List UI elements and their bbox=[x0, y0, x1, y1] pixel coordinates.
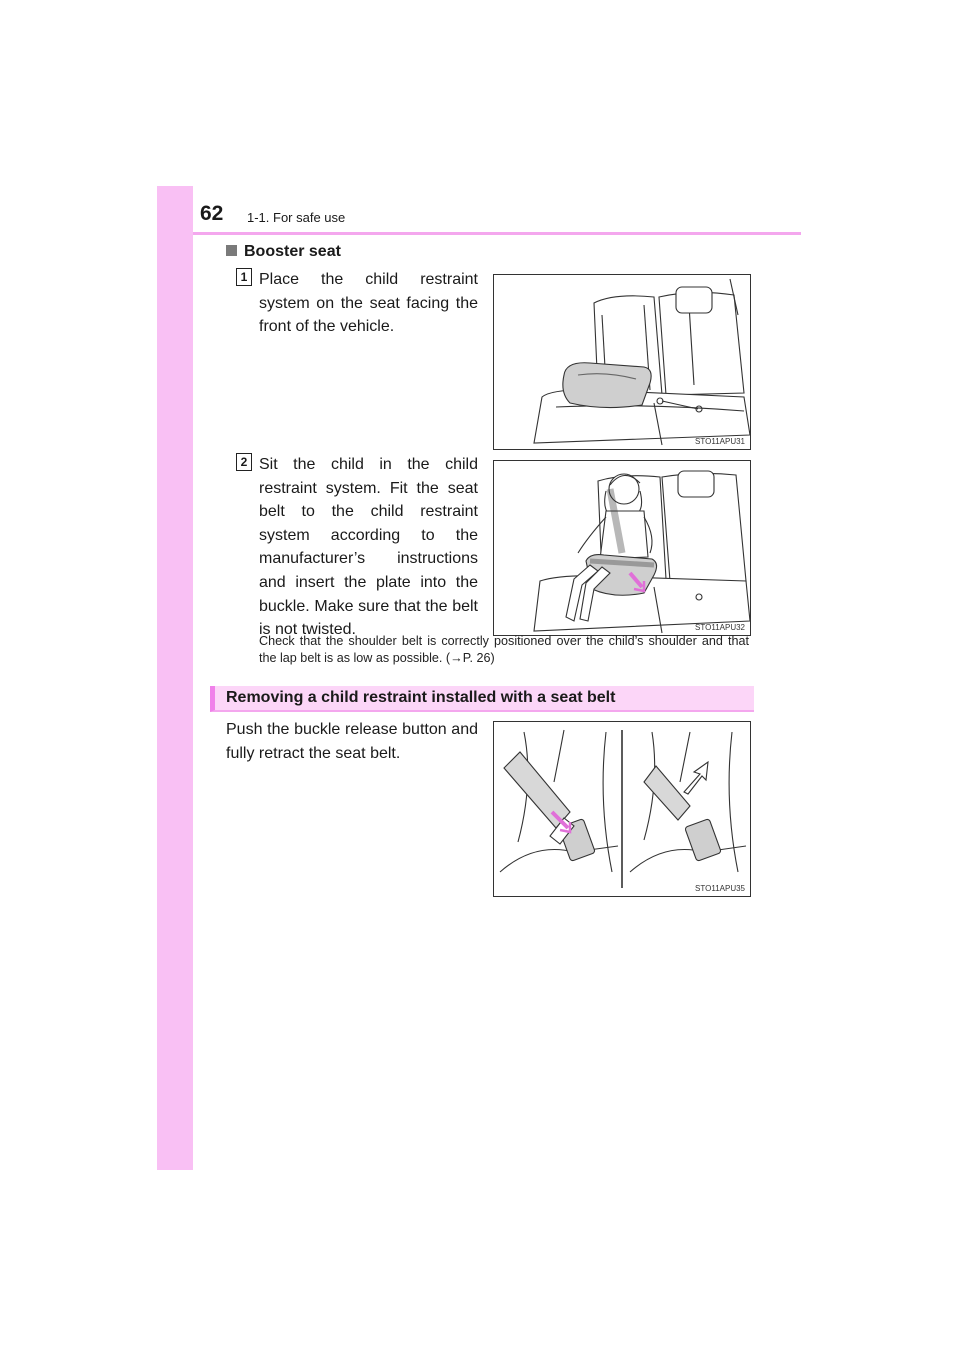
figure-booster-seat-placement bbox=[493, 274, 751, 450]
step-2-text: Sit the child in the child restraint system. Fit the seat belt to the child restraint system according to the manufacturer’s instructions and insert the plate into the buckle. Make sure that the belt is not twisted. bbox=[259, 456, 478, 639]
heading-text: Booster seat bbox=[244, 243, 341, 260]
header-rule bbox=[193, 232, 801, 235]
removing-text: Push the buckle release button and fully retract the seat belt. bbox=[226, 721, 478, 762]
page-number: 62 bbox=[200, 202, 224, 225]
step-number-1: 1 bbox=[236, 268, 252, 286]
figure-child-in-booster-seat bbox=[493, 460, 751, 636]
section-label: 1-1. For safe use bbox=[247, 210, 346, 225]
figure-code: STO11APU35 bbox=[695, 884, 745, 893]
figure-code: STO11APU32 bbox=[695, 623, 745, 632]
figure-code: STO11APU31 bbox=[695, 437, 745, 446]
removing-section-title: Removing a child restraint installed with a seat belt bbox=[226, 689, 616, 706]
step-1-text: Place the child restraint system on the seat facing the front of the vehicle. bbox=[259, 271, 478, 336]
step-number-2: 2 bbox=[236, 453, 252, 471]
figure-buckle-release bbox=[493, 721, 751, 897]
square-bullet-icon bbox=[226, 245, 237, 256]
removing-section-header bbox=[210, 686, 754, 712]
shoulder-belt-note: Check that the shoulder belt is correctly positioned over the child’s shoulder and that the lap belt is as low as possible. (→P. 26) bbox=[259, 634, 749, 665]
side-tab bbox=[157, 186, 193, 1170]
section-heading bbox=[226, 243, 341, 261]
